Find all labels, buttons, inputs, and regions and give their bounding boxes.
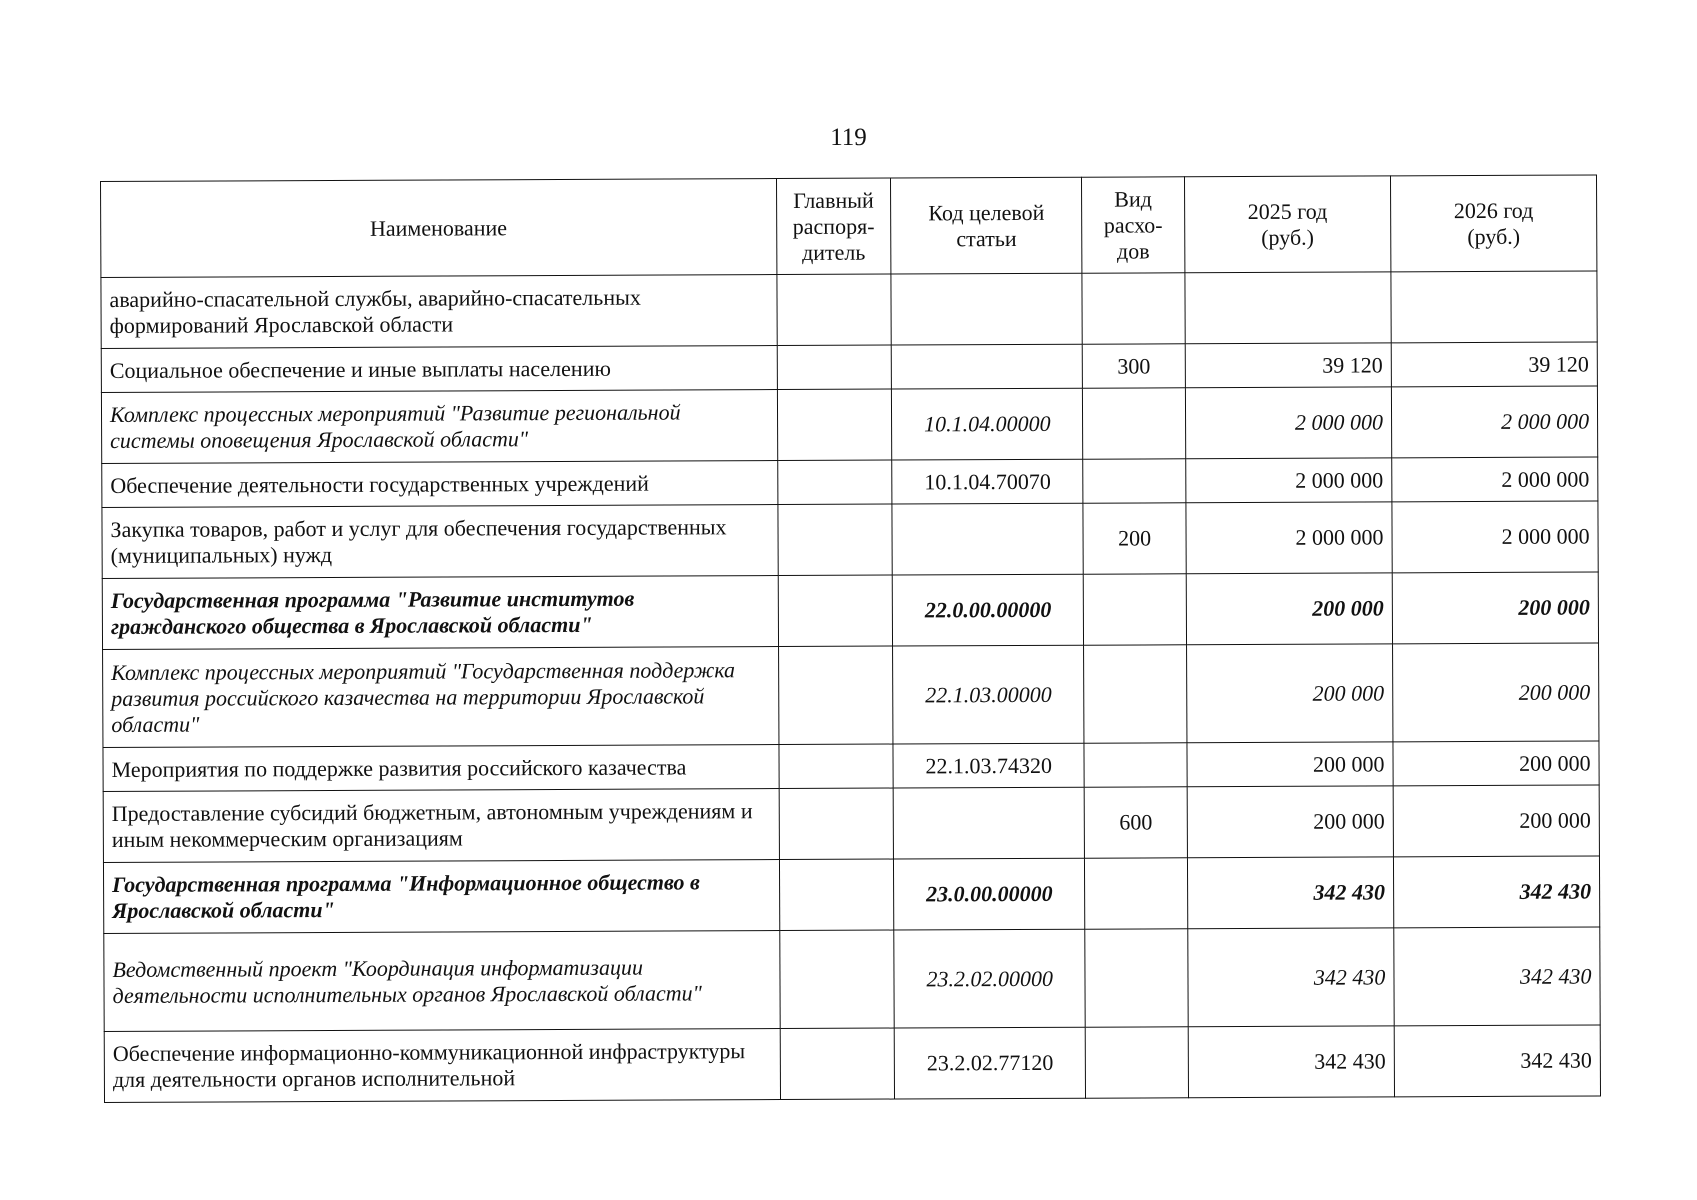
cell-name: Комплекс процессных мероприятий "Государственная поддержка развития российского казачества на территории Ярославской области" — [103, 647, 779, 748]
cell-name: Обеспечение деятельности государственных учреждений — [102, 461, 778, 508]
cell-manager — [779, 744, 894, 788]
cell-2025: 39 120 — [1185, 343, 1391, 388]
cell-code: 22.0.00.00000 — [892, 574, 1083, 646]
cell-code: 23.0.00.00000 — [894, 858, 1085, 930]
cell-2025: 2 000 000 — [1186, 502, 1392, 574]
cell-name: Государственная программа "Информационное общество в Ярославской области" — [103, 860, 779, 934]
cell-code: 22.1.03.74320 — [893, 743, 1084, 788]
header-type: Вид расхо- дов — [1082, 177, 1185, 273]
cell-type — [1085, 1027, 1188, 1098]
cell-code: 23.2.02.00000 — [894, 929, 1085, 1028]
table-row — [104, 1025, 1600, 1103]
table-row — [102, 501, 1598, 579]
table-row — [101, 271, 1597, 349]
cell-name: Ведомственный проект "Координация информатизации деятельности исполнительных органов Ярославской области" — [104, 931, 780, 1032]
header-name: Наименование — [101, 179, 777, 278]
cell-2026: 2 000 000 — [1392, 501, 1598, 573]
header-row — [101, 175, 1597, 278]
table-row — [103, 856, 1599, 934]
cell-name: Государственная программа "Развитие институтов гражданского общества в Ярославской области" — [102, 576, 778, 650]
table-row — [103, 741, 1599, 792]
cell-2026: 2 000 000 — [1392, 457, 1598, 502]
cell-2025: 342 430 — [1187, 857, 1393, 929]
cell-name: Закупка товаров, работ и услуг для обеспечения государственных (муниципальных) нужд — [102, 505, 778, 579]
cell-name: аварийно-спасательной службы, аварийно-спасательных формирований Ярославской области — [101, 275, 777, 349]
cell-type — [1083, 574, 1186, 645]
cell-type — [1083, 388, 1186, 459]
cell-2026: 200 000 — [1392, 643, 1599, 742]
cell-2025: 200 000 — [1186, 573, 1392, 645]
header-2025: 2025 год (руб.) — [1184, 176, 1391, 273]
table-body — [101, 271, 1601, 1103]
cell-2026: 39 120 — [1391, 342, 1597, 387]
cell-code: 10.1.04.00000 — [892, 388, 1083, 460]
cell-code: 10.1.04.70070 — [892, 459, 1083, 504]
cell-code — [892, 503, 1083, 575]
cell-2025: 200 000 — [1187, 742, 1393, 787]
cell-name: Мероприятия по поддержке развития российского казачества — [103, 745, 779, 792]
cell-manager — [780, 1028, 895, 1099]
table-row — [104, 927, 1600, 1032]
cell-2026: 200 000 — [1393, 741, 1599, 786]
page-number: 119 — [830, 124, 867, 151]
cell-2025: 2 000 000 — [1186, 458, 1392, 503]
cell-code — [893, 787, 1084, 859]
cell-2025: 342 430 — [1188, 1026, 1394, 1098]
header-code: Код целевой статьи — [891, 177, 1082, 274]
cell-2025 — [1185, 272, 1391, 344]
cell-2025: 200 000 — [1186, 644, 1393, 743]
table-row — [103, 785, 1599, 863]
cell-code — [891, 344, 1082, 389]
cell-name: Комплекс процессных мероприятий "Развитие региональной системы оповещения Ярославской области" — [101, 390, 777, 464]
cell-type — [1083, 459, 1186, 503]
header-2026: 2026 год (руб.) — [1390, 175, 1597, 272]
cell-manager — [777, 460, 892, 504]
cell-2026: 342 430 — [1393, 856, 1599, 928]
cell-manager — [779, 788, 894, 859]
budget-table — [100, 174, 1601, 1103]
cell-type: 200 — [1083, 503, 1186, 574]
cell-manager — [778, 504, 893, 575]
cell-type: 600 — [1084, 787, 1187, 858]
cell-manager — [777, 389, 892, 460]
cell-2026: 200 000 — [1392, 572, 1598, 644]
cell-2025: 342 430 — [1188, 928, 1395, 1027]
cell-type — [1085, 929, 1188, 1027]
cell-code — [891, 273, 1082, 345]
cell-manager — [779, 859, 894, 930]
header-manager: Главный распоря- дитель — [776, 178, 891, 274]
cell-2026: 200 000 — [1393, 785, 1599, 857]
cell-code: 22.1.03.00000 — [893, 645, 1084, 744]
cell-2025: 2 000 000 — [1185, 387, 1391, 459]
table-row — [101, 342, 1597, 393]
cell-type — [1084, 645, 1187, 743]
cell-manager — [777, 274, 892, 345]
cell-manager — [779, 930, 894, 1028]
cell-name: Обеспечение информационно-коммуникационной инфраструктуры для деятельности органов исполнительной — [104, 1029, 780, 1103]
cell-name: Социальное обеспечение и иные выплаты населению — [101, 346, 777, 393]
cell-manager — [778, 646, 893, 744]
cell-code: 23.2.02.77120 — [894, 1027, 1085, 1099]
table-row — [102, 457, 1598, 508]
cell-manager — [778, 575, 893, 646]
cell-type: 300 — [1082, 344, 1185, 388]
cell-type — [1082, 273, 1185, 344]
cell-2026 — [1391, 271, 1597, 343]
table-row — [102, 572, 1598, 650]
cell-manager — [777, 345, 892, 389]
cell-name: Предоставление субсидий бюджетным, автономным учреждениям и иным некоммерческим организациям — [103, 789, 779, 863]
cell-2026: 342 430 — [1394, 927, 1601, 1026]
cell-2026: 2 000 000 — [1391, 386, 1597, 458]
cell-2025: 200 000 — [1187, 786, 1393, 858]
table-row — [103, 643, 1599, 748]
cell-2026: 342 430 — [1394, 1025, 1600, 1097]
cell-type — [1084, 743, 1187, 787]
cell-type — [1085, 858, 1188, 929]
table-row — [101, 386, 1597, 464]
